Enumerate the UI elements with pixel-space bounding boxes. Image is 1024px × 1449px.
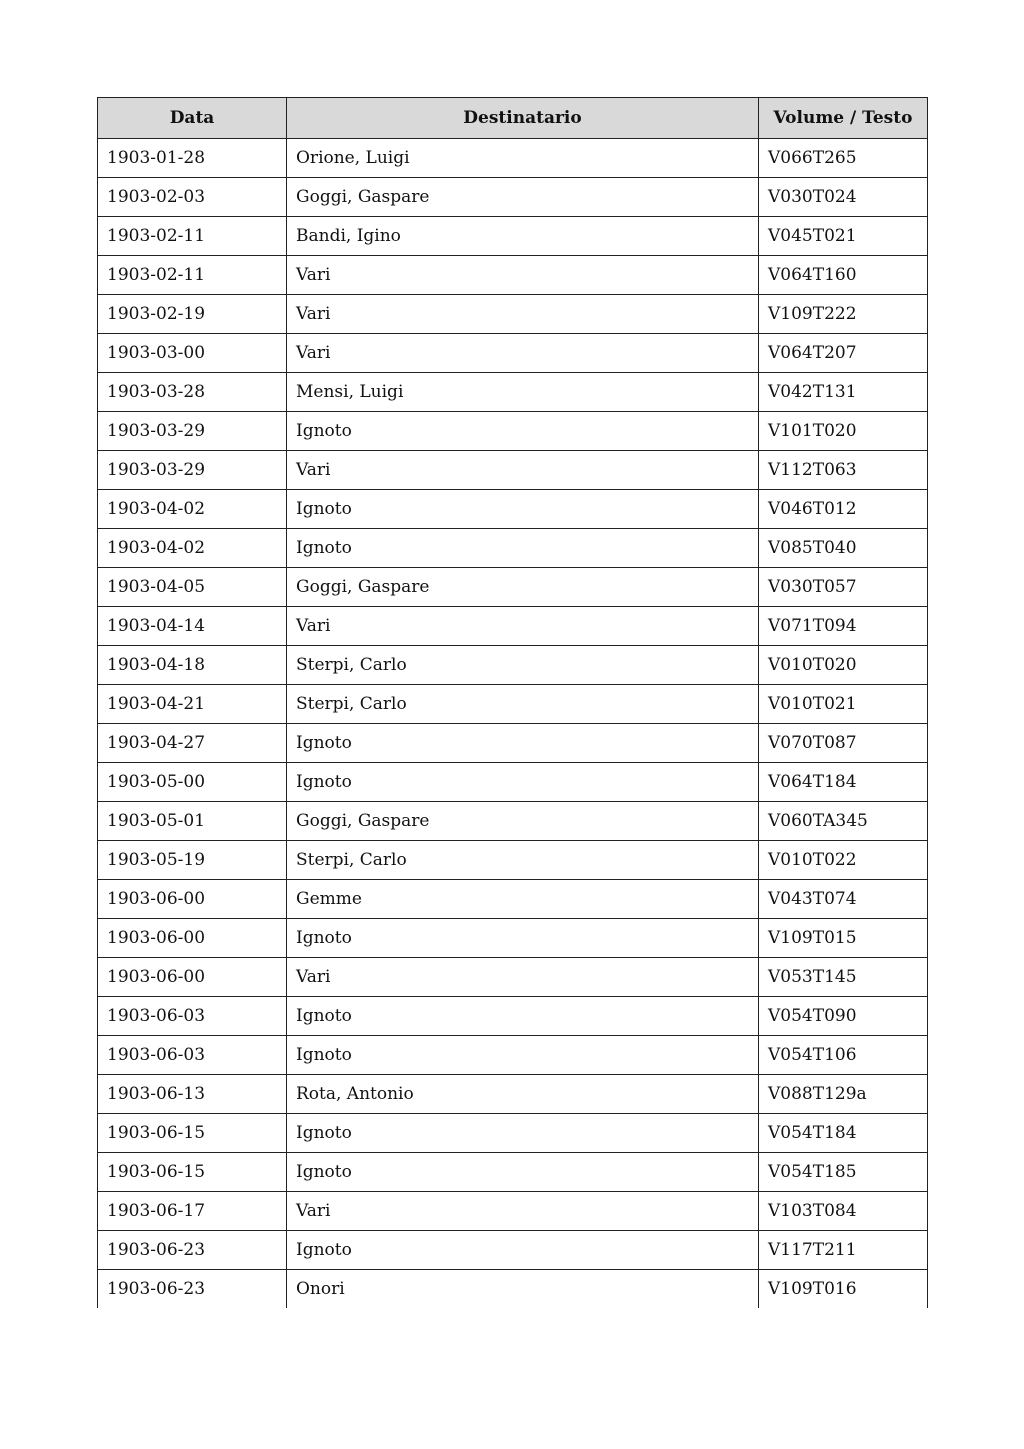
table-row: [98, 607, 928, 646]
column-header-date: Data: [98, 98, 287, 139]
cell-recipient: Vari: [287, 451, 759, 490]
table-row: [98, 334, 928, 373]
cell-date: 1903-06-00: [98, 919, 287, 958]
cell-date: 1903-03-00: [98, 334, 287, 373]
cell-date: 1903-06-15: [98, 1153, 287, 1192]
column-header-volume: Volume / Testo: [759, 98, 928, 139]
cell-volume: V045T021: [759, 217, 928, 256]
cell-date: 1903-06-00: [98, 958, 287, 997]
cell-date: 1903-02-11: [98, 256, 287, 295]
cell-volume: V054T185: [759, 1153, 928, 1192]
table-row: [98, 919, 928, 958]
table-row: [98, 1075, 928, 1114]
cell-volume: V053T145: [759, 958, 928, 997]
cell-date: 1903-02-11: [98, 217, 287, 256]
cell-volume: V064T160: [759, 256, 928, 295]
cell-date: 1903-06-00: [98, 880, 287, 919]
cell-recipient: Ignoto: [287, 529, 759, 568]
cell-recipient: Vari: [287, 256, 759, 295]
cell-recipient: Goggi, Gaspare: [287, 178, 759, 217]
table-row: [98, 646, 928, 685]
cell-recipient: Ignoto: [287, 1114, 759, 1153]
cell-date: 1903-04-02: [98, 529, 287, 568]
cell-volume: V064T184: [759, 763, 928, 802]
cell-recipient: Goggi, Gaspare: [287, 568, 759, 607]
table-row: [98, 958, 928, 997]
table-row: [98, 451, 928, 490]
cell-volume: V117T211: [759, 1231, 928, 1270]
cell-volume: V043T074: [759, 880, 928, 919]
cell-volume: V109T016: [759, 1270, 928, 1309]
cell-volume: V030T057: [759, 568, 928, 607]
table-row: [98, 763, 928, 802]
cell-volume: V112T063: [759, 451, 928, 490]
cell-recipient: Ignoto: [287, 412, 759, 451]
cell-recipient: Vari: [287, 1192, 759, 1231]
cell-recipient: Bandi, Igino: [287, 217, 759, 256]
cell-recipient: Vari: [287, 295, 759, 334]
table-row: [98, 802, 928, 841]
cell-date: 1903-04-14: [98, 607, 287, 646]
cell-date: 1903-04-02: [98, 490, 287, 529]
cell-recipient: Vari: [287, 334, 759, 373]
column-header-recipient: Destinatario: [287, 98, 759, 139]
cell-date: 1903-05-00: [98, 763, 287, 802]
cell-recipient: Rota, Antonio: [287, 1075, 759, 1114]
cell-recipient: Ignoto: [287, 763, 759, 802]
cell-volume: V088T129a: [759, 1075, 928, 1114]
cell-date: 1903-02-03: [98, 178, 287, 217]
cell-date: 1903-06-03: [98, 997, 287, 1036]
cell-recipient: Ignoto: [287, 1231, 759, 1270]
cell-recipient: Sterpi, Carlo: [287, 841, 759, 880]
cell-recipient: Goggi, Gaspare: [287, 802, 759, 841]
cell-date: 1903-04-27: [98, 724, 287, 763]
table-row: [98, 295, 928, 334]
table-row: [98, 568, 928, 607]
cell-volume: V103T084: [759, 1192, 928, 1231]
table-row: [98, 490, 928, 529]
cell-volume: V042T131: [759, 373, 928, 412]
cell-volume: V030T024: [759, 178, 928, 217]
cell-recipient: Sterpi, Carlo: [287, 646, 759, 685]
cell-date: 1903-05-19: [98, 841, 287, 880]
cell-date: 1903-06-15: [98, 1114, 287, 1153]
table-header: [98, 98, 928, 139]
cell-date: 1903-03-28: [98, 373, 287, 412]
cell-volume: V060TA345: [759, 802, 928, 841]
cell-volume: V054T184: [759, 1114, 928, 1153]
cell-volume: V010T020: [759, 646, 928, 685]
table-row: [98, 1114, 928, 1153]
cell-volume: V066T265: [759, 139, 928, 178]
cell-volume: V109T222: [759, 295, 928, 334]
table-row: [98, 724, 928, 763]
cell-recipient: Orione, Luigi: [287, 139, 759, 178]
cell-date: 1903-06-17: [98, 1192, 287, 1231]
letters-table: [97, 97, 928, 1308]
cell-recipient: Ignoto: [287, 490, 759, 529]
table-row: [98, 841, 928, 880]
table-row: [98, 1270, 928, 1309]
cell-date: 1903-06-23: [98, 1231, 287, 1270]
table-row: [98, 1192, 928, 1231]
cell-volume: V070T087: [759, 724, 928, 763]
cell-volume: V054T106: [759, 1036, 928, 1075]
cell-recipient: Onori: [287, 1270, 759, 1309]
cell-date: 1903-04-18: [98, 646, 287, 685]
cell-recipient: Gemme: [287, 880, 759, 919]
table-row: [98, 256, 928, 295]
table-row: [98, 997, 928, 1036]
cell-recipient: Mensi, Luigi: [287, 373, 759, 412]
cell-recipient: Ignoto: [287, 1036, 759, 1075]
cell-date: 1903-02-19: [98, 295, 287, 334]
cell-volume: V054T090: [759, 997, 928, 1036]
cell-recipient: Vari: [287, 958, 759, 997]
cell-date: 1903-03-29: [98, 451, 287, 490]
header-row: [98, 98, 928, 139]
cell-recipient: Vari: [287, 607, 759, 646]
cell-volume: V010T022: [759, 841, 928, 880]
table-row: [98, 529, 928, 568]
cell-volume: V064T207: [759, 334, 928, 373]
table-row: [98, 217, 928, 256]
cell-volume: V109T015: [759, 919, 928, 958]
cell-date: 1903-05-01: [98, 802, 287, 841]
cell-recipient: Ignoto: [287, 724, 759, 763]
cell-volume: V085T040: [759, 529, 928, 568]
cell-volume: V071T094: [759, 607, 928, 646]
table-row: [98, 178, 928, 217]
table-row: [98, 1231, 928, 1270]
cell-date: 1903-04-21: [98, 685, 287, 724]
cell-date: 1903-01-28: [98, 139, 287, 178]
table-row: [98, 1153, 928, 1192]
cell-date: 1903-06-13: [98, 1075, 287, 1114]
table-row: [98, 139, 928, 178]
cell-recipient: Ignoto: [287, 919, 759, 958]
cell-date: 1903-04-05: [98, 568, 287, 607]
table-row: [98, 412, 928, 451]
table-body: [98, 139, 928, 1309]
table-row: [98, 685, 928, 724]
table-row: [98, 1036, 928, 1075]
cell-volume: V046T012: [759, 490, 928, 529]
table-row: [98, 373, 928, 412]
table-row: [98, 880, 928, 919]
cell-recipient: Ignoto: [287, 1153, 759, 1192]
cell-recipient: Sterpi, Carlo: [287, 685, 759, 724]
cell-date: 1903-03-29: [98, 412, 287, 451]
cell-volume: V010T021: [759, 685, 928, 724]
cell-date: 1903-06-03: [98, 1036, 287, 1075]
cell-date: 1903-06-23: [98, 1270, 287, 1309]
cell-volume: V101T020: [759, 412, 928, 451]
cell-recipient: Ignoto: [287, 997, 759, 1036]
